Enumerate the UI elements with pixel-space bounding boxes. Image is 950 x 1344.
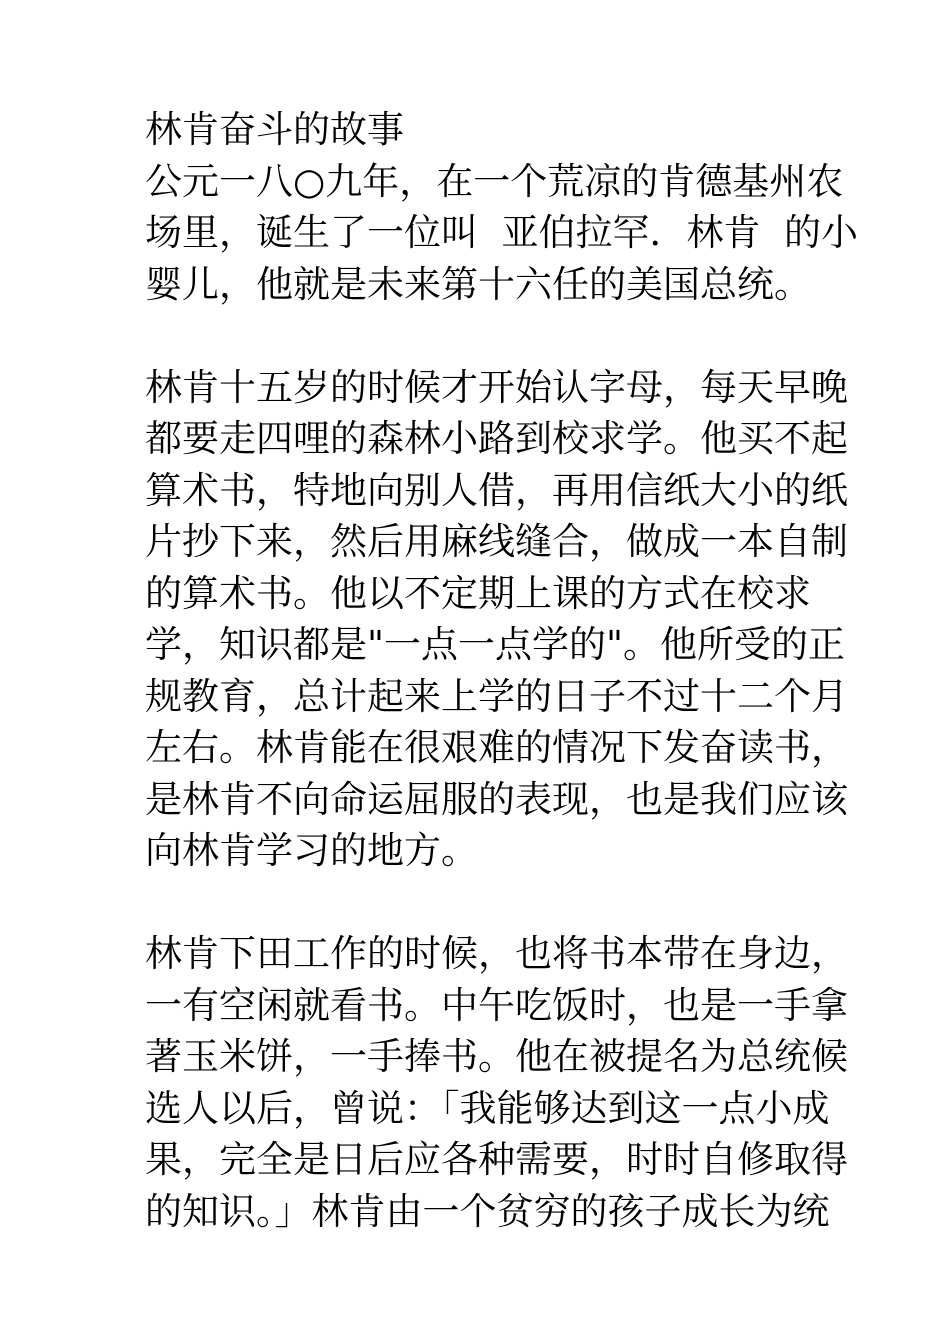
- paragraph-line: 一有空闲就看书。中午吃饭时，也是一手拿: [145, 983, 848, 1027]
- paragraph-line: 是林肯不向命运屈服的表现，也是我们应该: [145, 777, 848, 821]
- paragraph-line: 向林肯学习的地方。: [145, 829, 478, 872]
- document-body: [145, 104, 859, 1237]
- paragraph-line: 都要走四哩的森林小路到校求学。他买不起: [145, 417, 848, 460]
- paragraph-3: [145, 928, 848, 1237]
- document-title: 林肯奋斗的故事: [145, 108, 404, 151]
- paragraph-line: 林肯下田工作的时候，也将书本带在身边，: [145, 932, 848, 975]
- paragraph-line: 左右。林肯能在很艰难的情况下发奋读书，: [145, 726, 848, 769]
- paragraph-line: 选人以后，曾说：「我能够达到这一点小成: [145, 1086, 830, 1130]
- paragraph-line: 规教育，总计起来上学的日子不过十二个月: [145, 674, 848, 718]
- paragraph-line: 算术书，特地向别人借，再用信纸大小的纸: [145, 468, 848, 512]
- paragraph-spacer: [145, 877, 815, 929]
- paragraph-line: 婴儿，他就是未来第十六任的美国总统。: [145, 262, 811, 306]
- paragraph-spacer: [145, 310, 815, 362]
- paragraph-line: 的算术书。他以不定期上课的方式在校求: [145, 571, 811, 615]
- paragraph-line: 的知识。」林肯由一个贫穷的孩子成长为统: [145, 1189, 830, 1233]
- paragraph-line: 著玉米饼，一手捧书。他在被提名为总统候: [145, 1035, 848, 1078]
- paragraph-line: 公元一八○九年，在一个荒凉的肯德基州农: [145, 159, 844, 203]
- paragraph-line: 学，知识都是"一点一点学的"。他所受的正: [145, 623, 846, 666]
- paragraph-1: [145, 156, 859, 311]
- paragraph-line: 片抄下来，然后用麻线缝合，做成一本自制: [145, 520, 848, 563]
- paragraph-2: [145, 362, 848, 877]
- paragraph-line: 场里，诞生了一位叫 亚伯拉罕．林肯 的小: [145, 211, 859, 254]
- paragraph-line: 果，完全是日后应各种需要，时时自修取得: [145, 1138, 848, 1181]
- paragraph-line: 林肯十五岁的时候才开始认字母，每天早晚: [145, 365, 848, 409]
